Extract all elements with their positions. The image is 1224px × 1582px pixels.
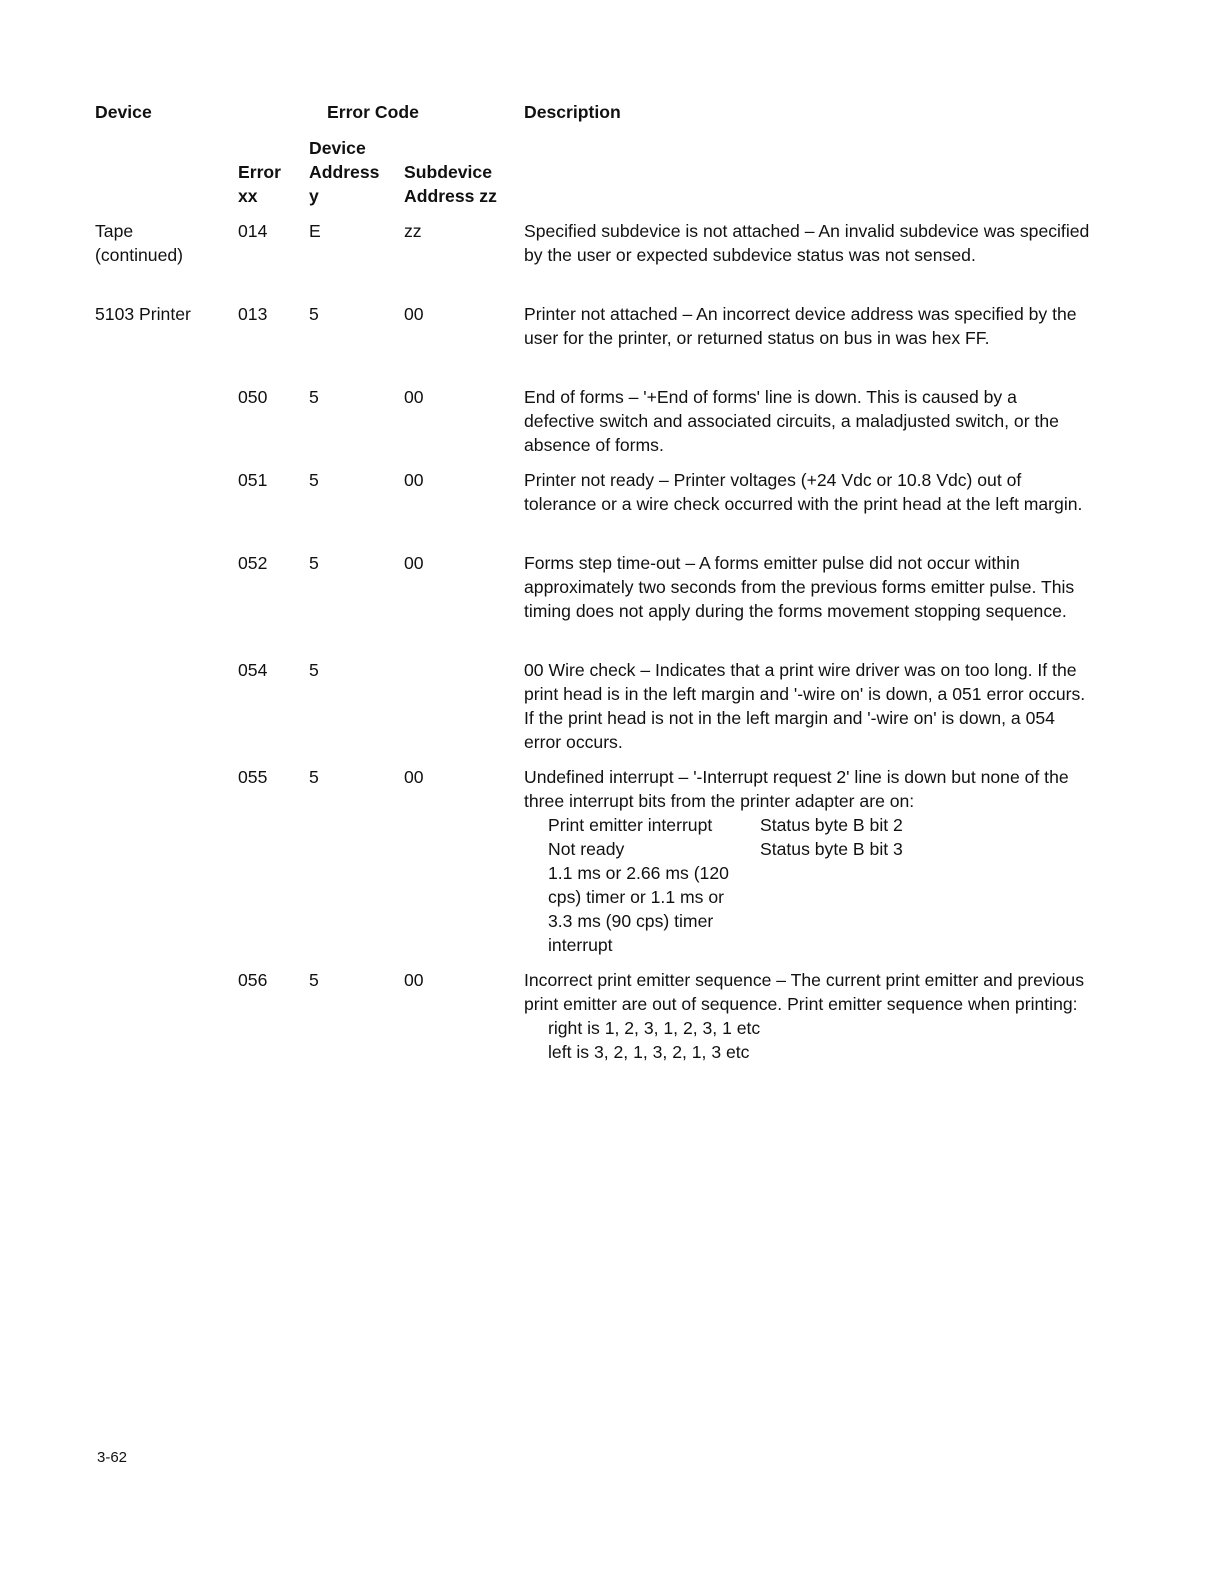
device-address-header-line1: Device bbox=[309, 138, 366, 158]
error-description: Printer not attached – An incorrect device address was specified by the user for the printer, or returned status on bus in was hex FF. bbox=[524, 304, 1077, 348]
subdevice-header-line2: Address zz bbox=[404, 186, 497, 206]
device-header: Device bbox=[95, 102, 152, 122]
interrupt-row bbox=[524, 837, 1099, 861]
device-address: 5 bbox=[309, 970, 319, 990]
subdevice-address: 00 bbox=[404, 387, 424, 407]
error-description: 00 Wire check – Indicates that a print wire driver was on too long. If the print head is in the left margin and '-wire on' is down, a 051 error occurs. If the print head is not in the left margin and '-wire on' is down, a 054 error occurs. bbox=[524, 660, 1086, 752]
description-text: Undefined interrupt – '-Interrupt request 2' line is down but none of the three interrupt bits from the printer adapter are on: bbox=[524, 767, 1069, 811]
error-header: Error bbox=[238, 162, 282, 182]
error-code: 056 bbox=[238, 970, 268, 990]
timer-line: 1.1 ms or 2.66 ms (120 bbox=[548, 863, 729, 883]
device-address: 5 bbox=[309, 387, 319, 407]
error-code: 052 bbox=[238, 553, 268, 573]
subdevice-address: 00 bbox=[404, 553, 424, 573]
subdevice-address: 00 bbox=[404, 304, 424, 324]
error-description: Forms step time-out – A forms emitter pulse did not occur within approximately two seconds from the previous forms emitter pulse. This timing does not apply during the forms movement stopping sequence. bbox=[524, 553, 1075, 621]
error-code: 054 bbox=[238, 660, 268, 680]
device-address: 5 bbox=[309, 767, 319, 787]
subdevice-address: 00 bbox=[404, 970, 424, 990]
error-description: Printer not ready – Printer voltages (+24 Vdc or 10.8 Vdc) out of tolerance or a wire check occurred with the print head at the left margin. bbox=[524, 470, 1083, 514]
interrupt-name: Print emitter interrupt bbox=[548, 815, 713, 835]
device-name-continued: (continued) bbox=[95, 245, 184, 265]
device-address: 5 bbox=[309, 304, 319, 324]
device-address: 5 bbox=[309, 660, 319, 680]
device-name: 5103 Printer bbox=[95, 304, 191, 324]
interrupt-name: Not ready bbox=[548, 839, 625, 859]
error-description: Specified subdevice is not attached – An invalid subdevice was specified by the user or expected subdevice status was not sensed. bbox=[524, 221, 1090, 265]
error-var-header: xx bbox=[238, 186, 258, 206]
error-code: 014 bbox=[238, 221, 268, 241]
timer-line: 3.3 ms (90 cps) timer bbox=[548, 911, 714, 931]
description-header: Description bbox=[524, 102, 621, 122]
description-text: Incorrect print emitter sequence – The current print emitter and previous print emitter are out of sequence. Print emitter sequence when printing: bbox=[524, 970, 1085, 1014]
error-code: 050 bbox=[238, 387, 268, 407]
device-name: Tape bbox=[95, 221, 134, 241]
sequence-line: left is 3, 2, 1, 3, 2, 1, 3 etc bbox=[548, 1042, 750, 1062]
error-description: End of forms – '+End of forms' line is down. This is caused by a defective switch and associated circuits, a maladjusted switch, or the absence of forms. bbox=[524, 387, 1059, 455]
device-address-var-header: y bbox=[309, 186, 319, 206]
error-description bbox=[524, 765, 1099, 957]
interrupt-row bbox=[524, 813, 1099, 837]
subdevice-address: 00 bbox=[404, 470, 424, 490]
sequence-line: right is 1, 2, 3, 1, 2, 3, 1 etc bbox=[548, 1018, 761, 1038]
page-number: 3-62 bbox=[97, 1449, 128, 1466]
interrupt-status: Status byte B bit 2 bbox=[760, 815, 903, 835]
subdevice-header-line1: Subdevice bbox=[404, 162, 493, 182]
error-code: 055 bbox=[238, 767, 268, 787]
timer-line: interrupt bbox=[548, 935, 613, 955]
device-address-header-line2: Address bbox=[309, 162, 380, 182]
subdevice-address: zz bbox=[404, 221, 422, 241]
error-code: 013 bbox=[238, 304, 268, 324]
error-description bbox=[524, 968, 1099, 1064]
interrupt-status: Status byte B bit 3 bbox=[760, 839, 903, 859]
timer-line: cps) timer or 1.1 ms or bbox=[548, 887, 724, 907]
error-code: 051 bbox=[238, 470, 268, 490]
subdevice-address: 00 bbox=[404, 767, 424, 787]
device-address: 5 bbox=[309, 553, 319, 573]
device-address: 5 bbox=[309, 470, 319, 490]
error-code-header: Error Code bbox=[327, 102, 419, 122]
device-address: E bbox=[309, 221, 321, 241]
